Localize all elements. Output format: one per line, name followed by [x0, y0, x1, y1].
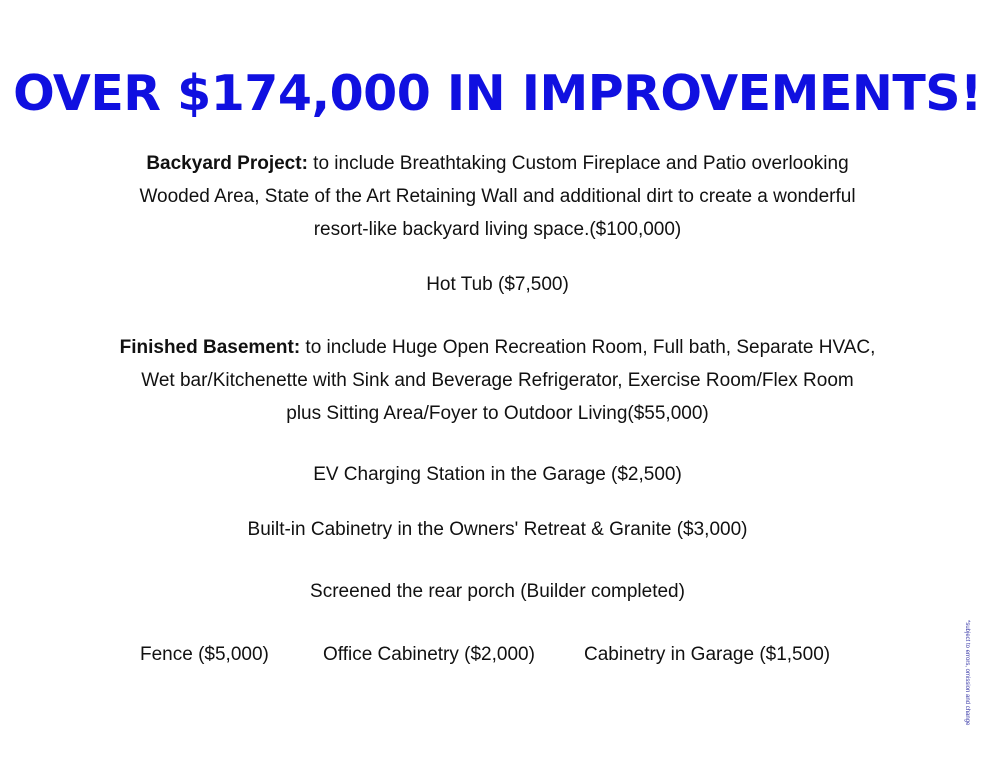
owners-retreat-cabinetry-item: Built-in Cabinetry in the Owners' Retreat & Granite ($3,000) — [247, 519, 748, 540]
headline: OVER $174,000 IN IMPROVEMENTS! — [13, 65, 982, 122]
basement-line-3: plus Sitting Area/Foyer to Outdoor Living($55,000) — [286, 403, 709, 424]
basement-line-1-text: to include Huge Open Recreation Room, Full bath, Separate HVAC, — [300, 337, 876, 358]
screened-porch-item: Screened the rear porch (Builder completed) — [310, 581, 685, 602]
finished-basement-paragraph — [80, 331, 915, 430]
office-cabinetry-item: Office Cabinetry ($2,000) — [323, 644, 535, 665]
garage-cabinetry-item: Cabinetry in Garage ($1,500) — [584, 644, 831, 665]
hot-tub-item: Hot Tub ($7,500) — [426, 274, 569, 295]
disclaimer-note: *subject to errors, omission and change — [964, 620, 970, 726]
backyard-line-2: Wooded Area, State of the Art Retaining Wall and additional dirt to create a wonderful — [139, 186, 856, 207]
basement-line-1 — [80, 331, 915, 364]
backyard-project-paragraph — [80, 147, 915, 246]
backyard-project-label: Backyard Project: — [146, 153, 308, 174]
backyard-line-1 — [80, 147, 915, 180]
basement-line-2: Wet bar/Kitchenette with Sink and Beverage Refrigerator, Exercise Room/Flex Room — [141, 370, 854, 391]
backyard-line-3: resort-like backyard living space.($100,000) — [313, 219, 682, 240]
fence-item: Fence ($5,000) — [140, 644, 269, 665]
backyard-line-1-text: to include Breathtaking Custom Fireplace and Patio overlooking — [307, 153, 849, 174]
finished-basement-label: Finished Basement: — [119, 337, 301, 358]
ev-charging-item: EV Charging Station in the Garage ($2,500) — [313, 464, 682, 485]
